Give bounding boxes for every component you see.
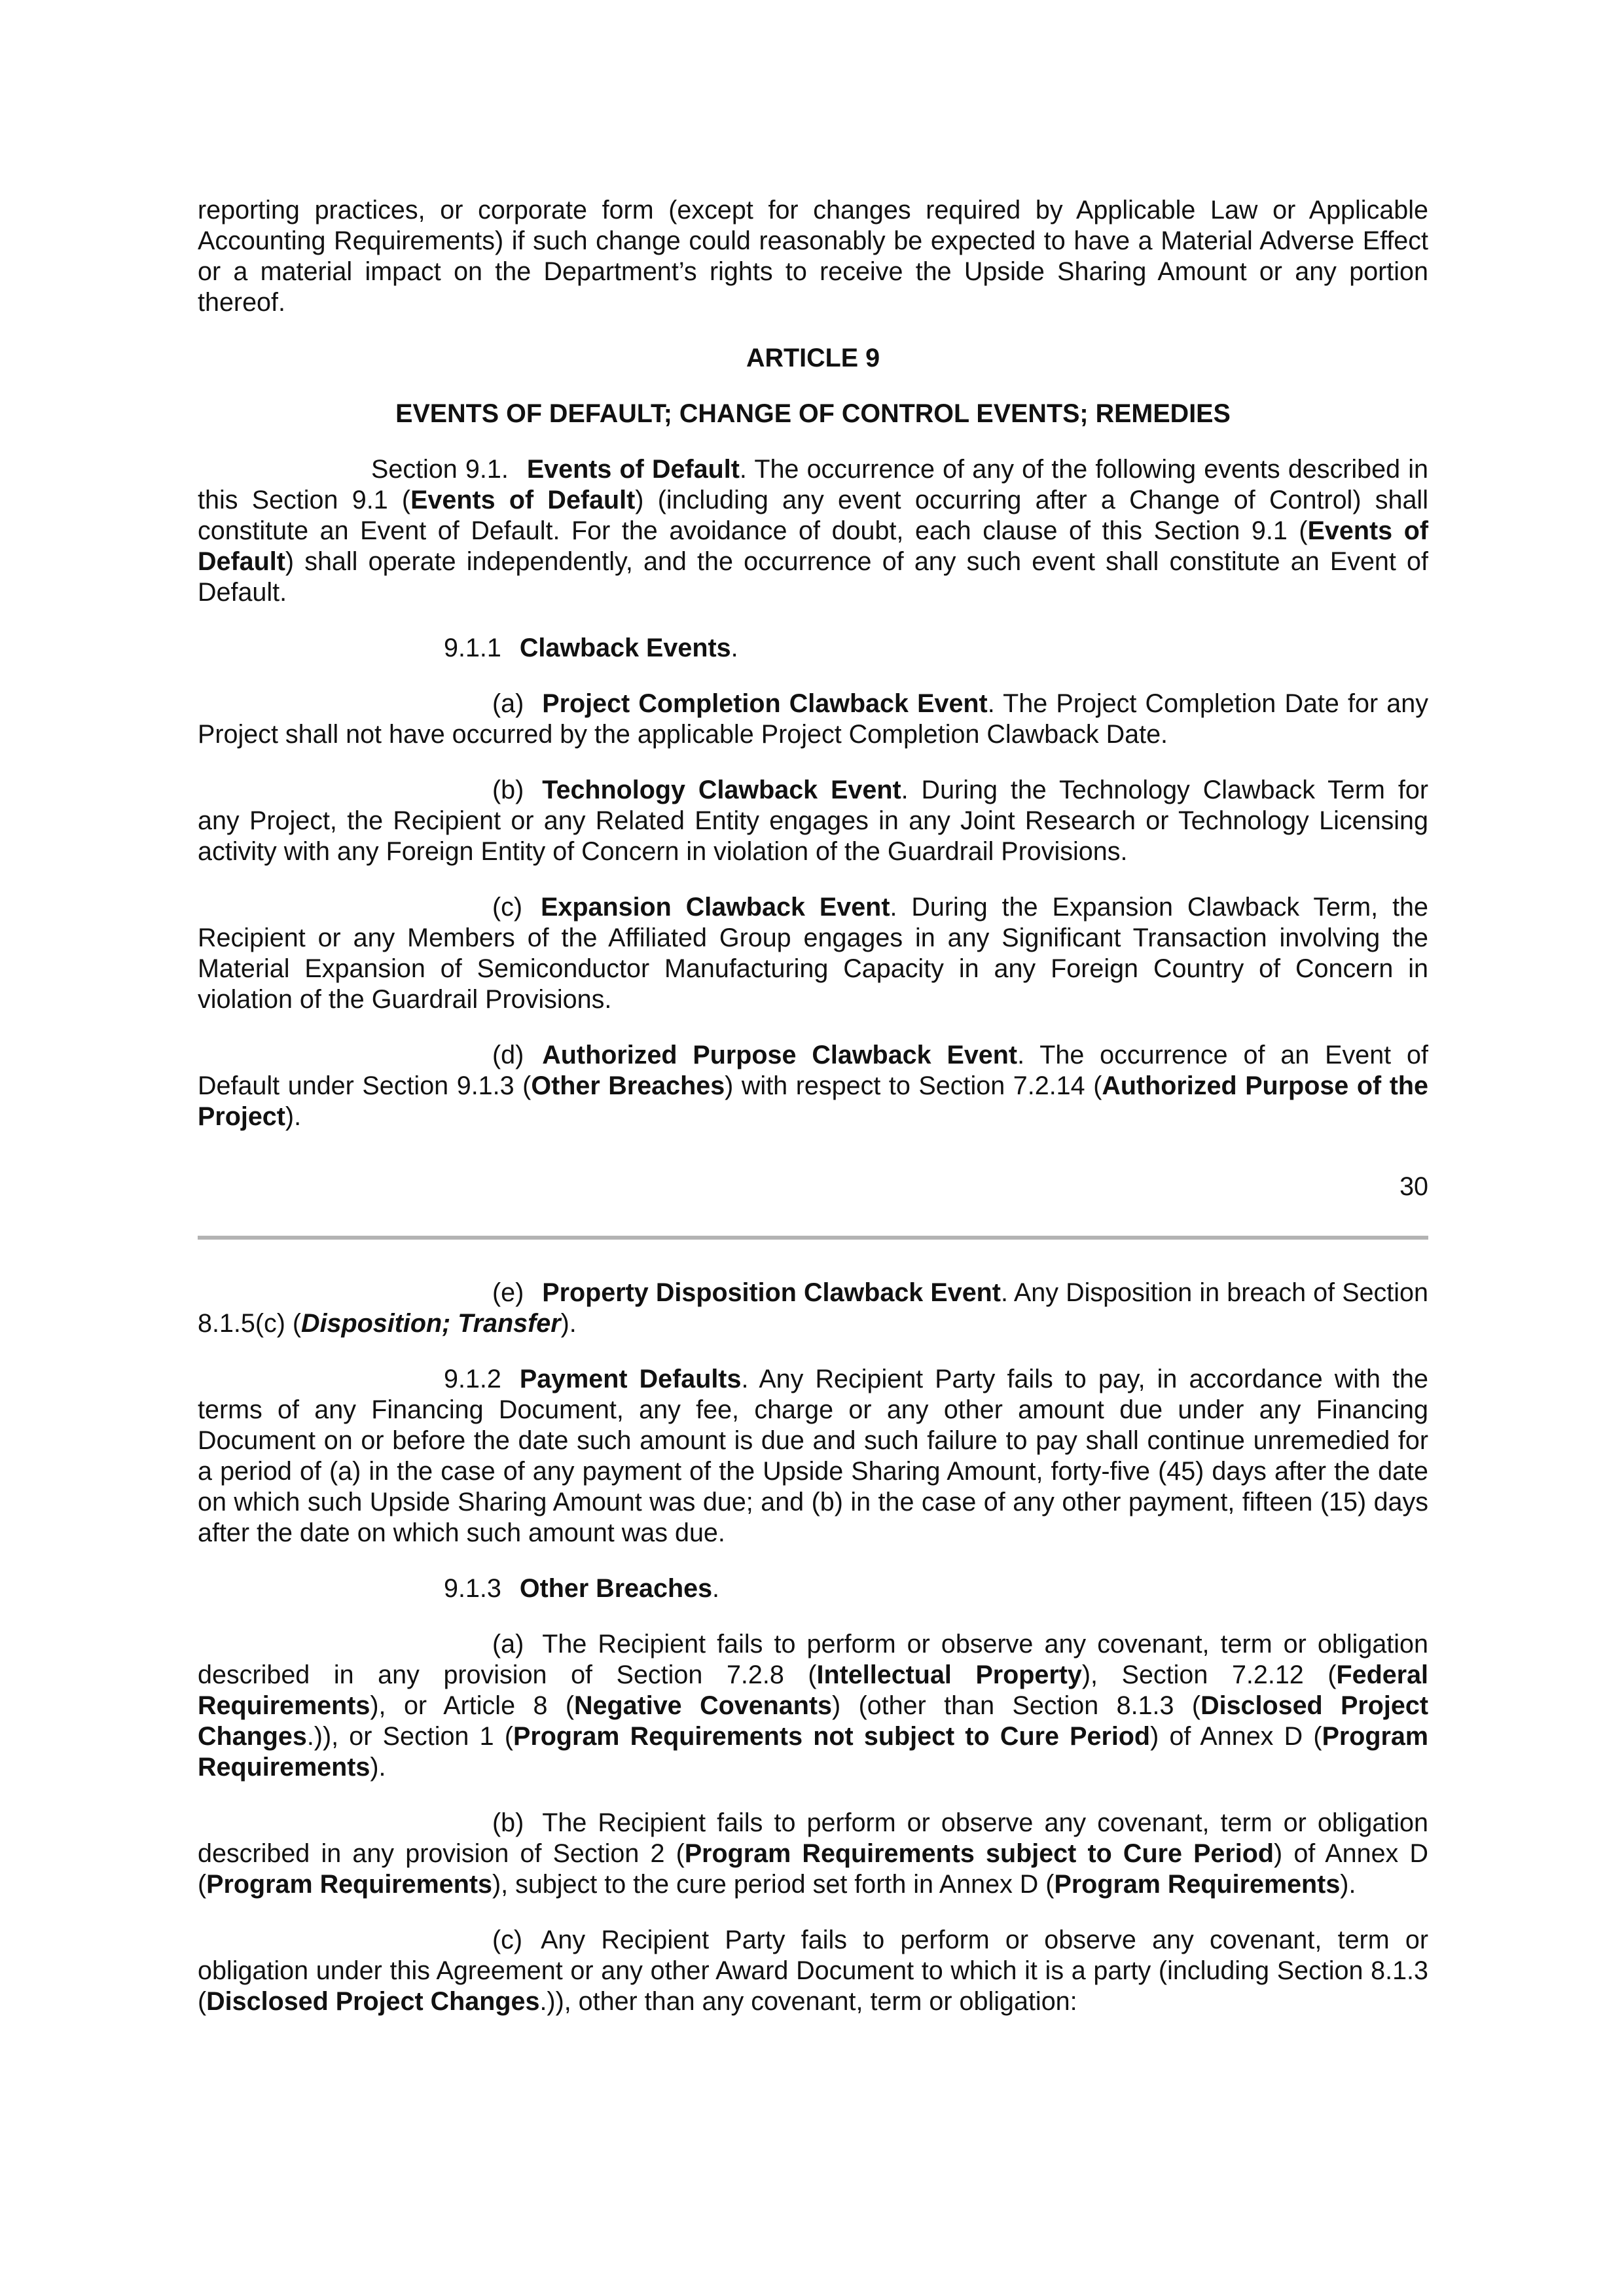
subsection-number: 9.1.1 — [444, 634, 501, 662]
subsection-number: 9.1.2 — [444, 1365, 501, 1393]
clause-title: Expansion Clawback Event — [541, 893, 890, 922]
clause-label: (c) — [492, 893, 523, 922]
subsection-9-1-3-heading: 9.1.3 Other Breaches. — [444, 1574, 720, 1603]
subsection-title: Other Breaches — [519, 1574, 713, 1603]
clause-label: (b) — [492, 1808, 524, 1837]
clause-title: Authorized Purpose Clawback Event — [542, 1041, 1018, 1069]
continuation-paragraph: reporting practices, or corporate form (except for changes required by Applicable Law or Applicable Accounting Requirements) if such change could reasonably be expected to have a Material Adverse Effect or a material impact on the Department’s rights to receive the Upside Sharing Amount or any portion thereof. — [198, 196, 1428, 317]
section-9-1-paragraph: Section 9.1. Events of Default. The occurrence of any of the following events described in this Section 9.1 (Events of Default) (including any event occurring after a Change of Control) shall constitute an Event of Default. For the avoidance of doubt, each clause of this Section 9.1 (Events of Default) shall operate independently, and the occurrence of any such event shall constitute an Event of Default. — [198, 455, 1429, 607]
section-title: Events of Default — [526, 455, 740, 484]
clause-title: Property Disposition Clawback Event — [542, 1278, 1001, 1307]
clause-label: (a) — [492, 1630, 524, 1659]
other-breach-a-paragraph: (a) The Recipient fails to perform or observe any covenant, term or obligation described in any provision of Section 7.2.8 (Intellectual Property), Section 7.2.12 (Federal Requirements), or Article 8 (Negative Covenants) (other than Section 8.1.3 (Disclosed Project Changes.)), or Section 1 (Program Requirements not subject to Cure Period) of Annex D (Program Requirements). — [198, 1630, 1429, 1782]
clause-d-paragraph: (d) Authorized Purpose Clawback Event. The occurrence of an Event of Default under Section 9.1.3 (Other Breaches) with respect to Section 7.2.14 (Authorized Purpose of the Project). — [198, 1041, 1428, 1131]
subsection-number: 9.1.3 — [444, 1574, 501, 1603]
clause-label: (d) — [492, 1041, 524, 1069]
page-number: 30 — [1399, 1172, 1428, 1201]
page-31-body — [198, 1278, 1428, 2017]
article-subtitle: EVENTS OF DEFAULT; CHANGE OF CONTROL EVENTS; REMEDIES — [395, 399, 1231, 428]
clause-a-paragraph: (a) Project Completion Clawback Event. The Project Completion Date for any Project shall not have occurred by the applicable Project Completion Clawback Date. — [198, 689, 1428, 749]
page-30-body — [198, 195, 1428, 1132]
clause-b-paragraph: (b) Technology Clawback Event. During the Technology Clawback Term for any Project, the Recipient or any Related Entity engages in any Joint Research or Technology Licensing activity with any Foreign Entity of Concern in violation of the Guardrail Provisions. — [198, 776, 1428, 866]
subsection-title: Clawback Events — [519, 634, 731, 662]
clause-title: Project Completion Clawback Event — [542, 689, 988, 718]
clause-e-paragraph: (e) Property Disposition Clawback Event. Any Disposition in breach of Section 8.1.5(c) (Disposition; Transfer). — [198, 1278, 1428, 1338]
subsection-9-1-1-heading: 9.1.1 Clawback Events. — [444, 634, 738, 662]
clause-c-paragraph: (c) Expansion Clawback Event. During the Expansion Clawback Term, the Recipient or any Members of the Affiliated Group engages in any Significant Transaction involving the Material Expansion of Semiconductor Manufacturing Capacity in any Foreign Country of Concern in violation of the Guardrail Provisions. — [198, 893, 1428, 1014]
clause-label: (b) — [492, 776, 524, 804]
subsection-title: Payment Defaults — [519, 1365, 742, 1393]
other-breach-b-paragraph: (b) The Recipient fails to perform or observe any covenant, term or obligation described in any provision of Section 2 (Program Requirements subject to Cure Period) of Annex D (Program Requirements), subject to the cure period set forth in Annex D (Program Requirements). — [198, 1808, 1428, 1899]
clause-title: Technology Clawback Event — [542, 776, 901, 804]
section-number: Section 9.1. — [371, 455, 509, 484]
page-break-divider — [198, 1236, 1428, 1240]
article-title: ARTICLE 9 — [746, 344, 880, 372]
clause-label: (a) — [492, 689, 524, 718]
clause-label: (c) — [492, 1926, 523, 1954]
clause-label: (e) — [492, 1278, 524, 1307]
subsection-9-1-2-paragraph: 9.1.2 Payment Defaults. Any Recipient Party fails to pay, in accordance with the terms of any Financing Document, any fee, charge or any other amount due under any Financing Document on or before the date such amount is due and such failure to pay shall continue unremedied for a period of (a) in the case of any payment of the Upside Sharing Amount, forty-five (45) days after the date on which such Upside Sharing Amount was due; and (b) in the case of any other payment, fifteen (15) days after the date on which such amount was due. — [198, 1365, 1428, 1547]
other-breach-c-paragraph: (c) Any Recipient Party fails to perform or observe any covenant, term or obligation under this Agreement or any other Award Document to which it is a party (including Section 8.1.3 (Disclosed Project Changes.)), other than any covenant, term or obligation: — [198, 1926, 1428, 2016]
